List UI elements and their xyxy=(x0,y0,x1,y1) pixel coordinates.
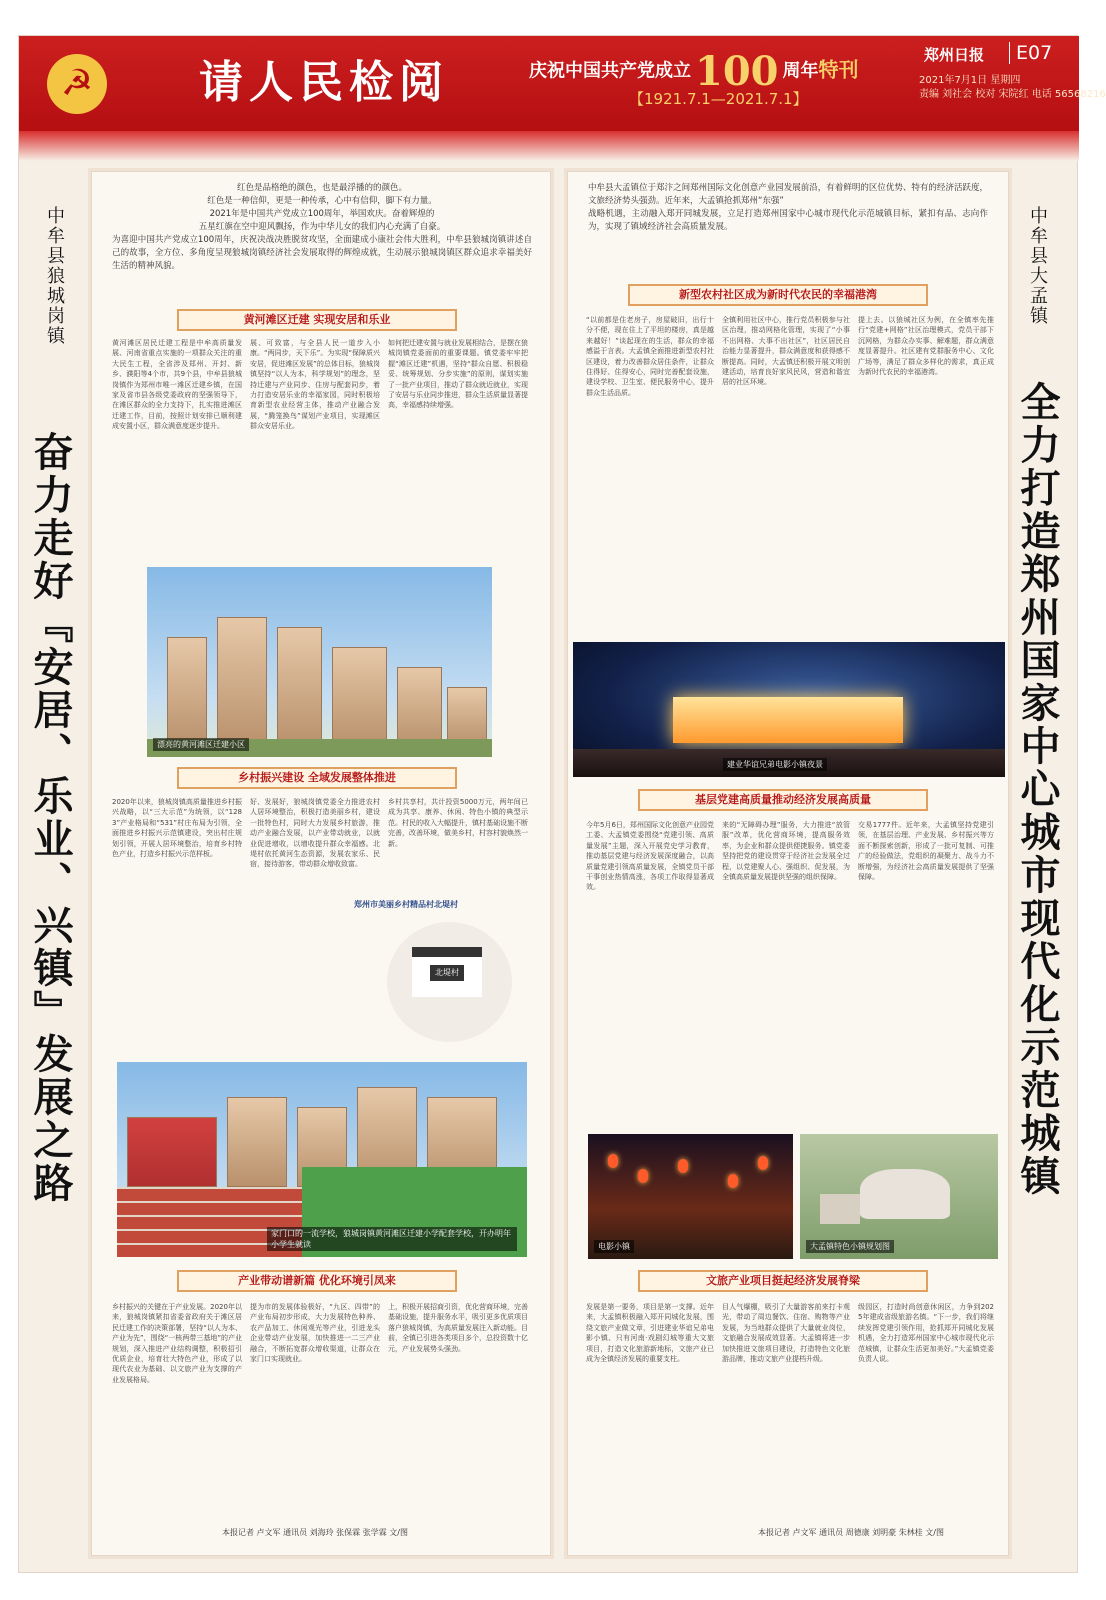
paper-name: 郑州日报 xyxy=(924,46,985,64)
article-column: 乡村共享村，共计投资5000万元，两年间已成为共享、康养、休闲、特色小镇的典型示范。村民的收入大幅提升，镇村基础设施不断完善，改善环境，做美乡村，村容村貌焕然一新。 xyxy=(388,798,528,848)
headline-suffix: 周年 xyxy=(782,60,819,82)
town-aerial-photo xyxy=(800,1134,998,1259)
headline-number: 100 xyxy=(695,48,779,95)
photo-caption: 郑州市美丽乡村精品村北堤村 xyxy=(354,900,458,909)
intro-line: 2021年是中国共产党成立100周年，举国欢庆。奋着辉煌的 xyxy=(209,209,435,219)
byline: 本报记者 卢文军 通讯员 周德康 刘明豪 朱林桂 文/图 xyxy=(758,1528,944,1537)
article-column: 发展是第一要务，项目是第一支撑。近年来，大孟镇积极融入郑开同城化发展，围绕文旅产业做文章，引进建业华谊兄弟电影小镇、只有河南·戏剧幻城等重大文旅项目，打造文化旅游新地标，文旅产业已成为全镇经济发展的重要支柱。 xyxy=(586,1303,714,1364)
editor-line: 责编 刘社会 校对 宋院红 电话 56568216 xyxy=(919,89,1106,100)
page-number: E07 xyxy=(1009,42,1052,64)
masthead xyxy=(19,36,1106,131)
article-column: 如何把迁建安置与就业发展相结合，是摆在狼城岗镇党委面前的重要课题。镇党委牢牢把握“滩区迁建”机遇，坚持“群众自愿、积极稳妥、统筹规划、分步实施”的原则，谋划实施了一批产业项目，推动了群众就近就业，实现了安居与乐业同步推进，群众生活质量显著提高，幸福感持续增强。 xyxy=(388,339,528,410)
date-range: 【1921.7.1—2021.7.1】 xyxy=(629,90,808,108)
article-column: 提为市的发展体验极好，“九区、四带”的产业布局初步形成，大力发展特色种养、农产品加工、休闲观光等产业，引进龙头企业带动产业发展，加快推进一二三产业融合，不断拓宽群众增收渠道，让群众在家门口实现就业。 xyxy=(250,1303,380,1364)
article-column: 目人气爆棚，吸引了大量游客前来打卡观光，带动了周边餐饮、住宿、购物等产业发展，为当地群众提供了大量就业岗位，文旅融合发展成效显著。大孟镇将进一步加快推进文旅项目建设，打造特色文化旅游品牌，推动文旅产业提档升级。 xyxy=(722,1303,850,1364)
issue-date: 2021年7月1日 星期四 xyxy=(919,75,1021,86)
article-column: 黄河滩区居民迁建工程是中牟高质量发展、河南省重点实施的一项群众关注的重大民生工程，全省涉及郑州、开封、新乡、濮阳等4个市，共9个县，中牟县狼城岗镇作为郑州市唯一滩区迁建乡镇，在国家及省市县各级党委政府的坚强领导下，在滩区群众的全力支持下，扎实推进滩区迁建工作，目前，按照计划安排已顺利建成安置小区，群众满意度逐步提升。 xyxy=(112,339,242,431)
newspaper-page xyxy=(18,35,1106,1573)
article-column: 级园区，打造时尚创意休闲区，力争到2025年建成省级旅游名镇。“下一步，我们将继续发挥党建引领作用，抢抓郑开同城化发展机遇，全力打造郑州国家中心城市现代化示范城镇，让群众生活更加美好。”大孟镇党委负责人说。 xyxy=(858,1303,994,1364)
intro-line: 红色是一种信仰，更是一种传承，心中有信仰，脚下有力量。 xyxy=(207,196,437,206)
movie-town-night-photo xyxy=(573,642,1005,777)
article-column: “以前都是住老房子，房屋破旧，出行十分不便，现在住上了平坦的楼房，真是越来越好！”谈起现在的生活，群众的幸福感溢于言表。大孟镇全面推进新型农村社区建设，着力改善群众居住条件，让群众住得好、住得安心，同时完善配套设施，建设学校、卫生室、便民服务中心，提升群众生活品质。 xyxy=(586,316,714,397)
section-heading: 基层党建高质量推动经济发展高质量 xyxy=(638,789,928,811)
article-column: 提上去。以狼城社区为例，在全镇率先推行“党建+网格”社区治理模式，党员干部下沉网格，为群众办实事、解难题，群众满意度显著提升。社区建有党群服务中心、文化广场等，满足了群众多样化的需求，真正成为新时代农民的幸福港湾。 xyxy=(858,316,994,377)
section-heading: 文旅产业项目挺起经济发展脊梁 xyxy=(638,1270,928,1292)
special-issue-label: 特刊 xyxy=(818,57,859,82)
photo-caption: 大孟镇特色小镇规划图 xyxy=(806,1240,894,1253)
article-column: 今年5月6日，郑州国际文化创意产业园党工委、大孟镇党委围绕“党建引领、高质量发展”主题，深入开展党史学习教育，推动基层党建与经济发展深度融合，以高质量党建引领高质量发展，全镇党员干部干事创业热情高涨，各项工作取得显著成效。 xyxy=(586,821,714,892)
photo-caption: 建业华谊兄弟电影小镇夜景 xyxy=(723,758,827,771)
section-heading: 乡村振兴建设 全域发展整体推进 xyxy=(177,767,457,789)
school-playground-photo xyxy=(117,1062,527,1257)
headline-prefix: 庆祝中国共产党成立 xyxy=(529,60,691,82)
intro-line: 五星红旗在空中迎风飘扬，作为中华儿女的我们内心充满了自豪。 xyxy=(198,222,446,232)
intro-line: 战略机遇，主动融入郑开同城发展，立足打造郑州国家中心城市现代化示范城镇目标，紧扣有品、志向作为，实现了镇域经济社会高质量发展。 xyxy=(588,209,988,232)
flag-ribbon xyxy=(19,131,1079,161)
left-intro xyxy=(112,182,532,273)
article-column: 乡村振兴的关键在于产业发展。2020年以来，狼城岗镇紧扣省委省政府关于滩区居民迁建工作的决策部署，坚持“以人为本、产业为先”，围绕“一核两带三基地”的产业规划，深入推进产业结构调整，积极招引优质企业，培育壮大特色产业，形成了以现代农业为基础、以文旅产业为支撑的产业发展格局。 xyxy=(112,1303,242,1384)
section-heading: 黄河滩区迁建 实现安居和乐业 xyxy=(177,309,457,331)
beidi-village-photo xyxy=(352,897,542,1047)
photo-caption: 电影小镇 xyxy=(594,1240,634,1253)
right-town-name: 中牟县大孟镇 xyxy=(1027,206,1048,326)
article-column: 交易1777件。近年来，大孟镇坚持党建引领，在基层治理、产业发展、乡村振兴等方面不断探索创新，形成了一批可复制、可推广的经验做法，党组织的凝聚力、战斗力不断增强，为经济社会高质量发展提供了坚强保障。 xyxy=(858,821,994,882)
article-column: 全镇利用社区中心，推行党员积极参与社区治理，推动网格化管理，实现了“小事不出网格、大事不出社区”，社区居民自治能力显著提升，群众满意度和获得感不断提高。同时，大孟镇还积极开展文明创建活动，培育良好家风民风，营造和谐宜居的社区环境。 xyxy=(722,316,850,387)
article-column: 展、可致富，与全县人民一道步入小康。“两同步，天下乐”。为实现“保障质兴安居，促进滩区发展”的总体目标，狼城岗镇坚持“以人为本，科学规划”的理念，坚持迁建与产业同步、住房与配套同步，着力打造安居乐业的幸福家园，同时积极培育新型农业经营主体，推动产业融合发展，“腾笼换鸟”谋划产业项目，实现滩区群众安居乐业。 xyxy=(250,339,380,431)
party-emblem-icon: ☭ xyxy=(47,54,107,114)
left-feature-title: 奋力走好『安居、乐业、兴镇』发展之路 xyxy=(27,431,74,1205)
intro-line: 红色是品格绝的颜色，也是最浮播的的颜色。 xyxy=(236,183,407,193)
section-heading: 新型农村社区成为新时代农民的幸福港湾 xyxy=(628,284,928,306)
masthead-calligraphy: 请人民检阅 xyxy=(199,57,449,108)
intro-line: 中牟县大孟镇位于郑汴之间郑州国际文化创意产业园发展前沿，有着鲜明的区位优势、特有的经济活跃度，文旅经济势头强劲。近年来，大孟镇抢抓郑州“东强” xyxy=(588,183,988,206)
intro-line: 为喜迎中国共产党成立100周年，庆祝决战决胜脱贫攻坚，全面建成小康社会伟大胜利，中牟县狼城岗镇讲述自己的故事，全方位、多角度呈现狼城岗镇经济社会发展取得的辉煌成就，生动展示狼城岗镇区群众追求幸福美好生活的精神风貌。 xyxy=(112,235,532,271)
article-column: 好、发展好，狼城岗镇党委全力推进农村人居环境整治，积极打造美丽乡村，建设一批特色村，同时大力发展乡村旅游，推动产业融合发展，以产业带动就业，以就业促进增收，以增收提升群众幸福感。北堤村依托黄河生态资源，发展农家乐、民宿，接待游客，带动群众增收致富。 xyxy=(250,798,380,869)
article-column: 来的“无障碍办理”服务，大力推进“放管服”改革，优化营商环境，提高服务效率，为企业和群众提供便捷服务。镇党委坚持把党的建设贯穿于经济社会发展全过程，以党建聚人心、强组织、促发展，为全镇高质量发展提供坚强的组织保障。 xyxy=(722,821,850,882)
article-column: 2020年以来，狼城岗镇高质量推进乡村振兴战略，以“三大示范”为统领，以“1283”产业格局和“531”村庄布局为引领，全面推进乡村振兴示范镇建设，突出村庄规划引领，开展人居环境整治，培育乡村特色产业，打造乡村振兴示范样板。 xyxy=(112,798,242,859)
article-column: 上，积极开展招商引资，优化营商环境，完善基础设施，提升服务水平，吸引更多优质项目落户狼城岗镇，为高质量发展注入新动能。目前，全镇已引进各类项目多个，总投资数十亿元，产业发展势头强劲。 xyxy=(388,1303,528,1353)
resettlement-community-photo xyxy=(147,567,492,757)
right-intro xyxy=(588,182,988,234)
issue-meta xyxy=(919,74,1106,102)
section-heading: 产业带动谱新篇 优化环境引凤来 xyxy=(177,1270,457,1292)
right-article-panel xyxy=(567,171,1009,1556)
village-sign: 北堤村 xyxy=(430,965,464,981)
photo-caption: 漂亮的黄河滩区迁建小区 xyxy=(153,738,249,751)
left-town-name: 中牟县狼城岗镇 xyxy=(44,206,65,346)
byline: 本报记者 卢文军 通讯员 刘海玲 张保霖 张学霖 文/图 xyxy=(222,1528,408,1537)
movie-town-street-photo xyxy=(588,1134,793,1259)
right-feature-title: 全力打造郑州国家中心城市现代化示范城镇 xyxy=(1014,381,1061,1198)
left-article-panel xyxy=(91,171,551,1556)
photo-caption: 家门口的一流学校，狼城岗镇黄河滩区迁建小学配套学校，开办明年小学生就读 xyxy=(267,1227,517,1251)
